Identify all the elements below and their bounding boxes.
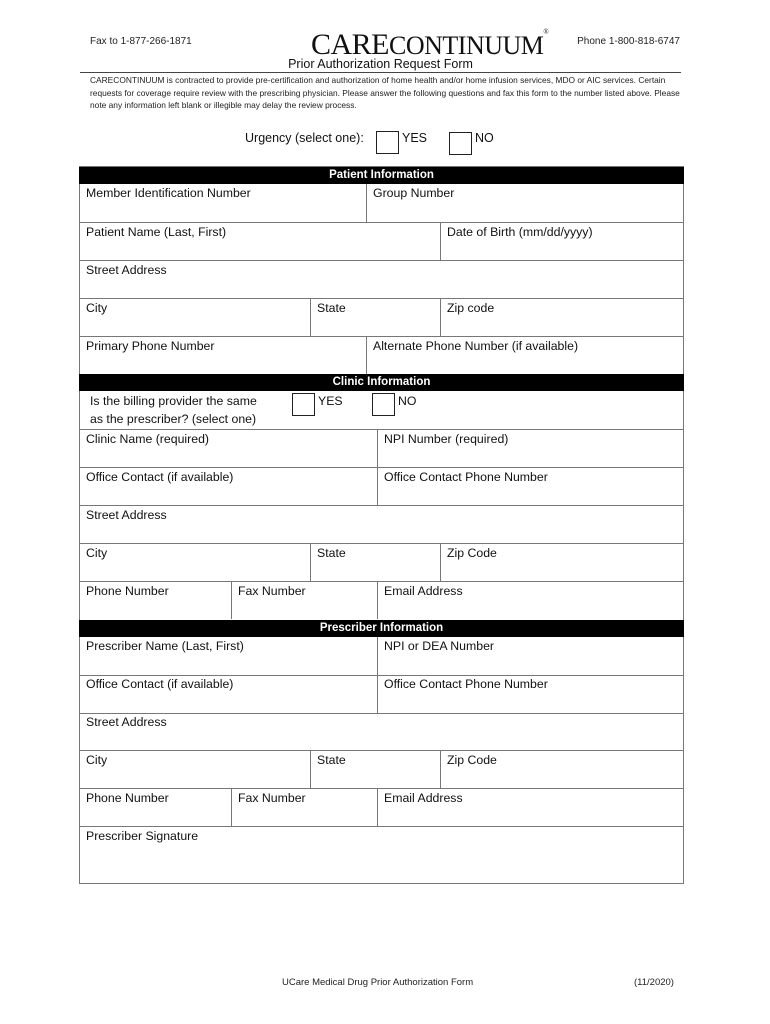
- prescriber-name-field[interactable]: Prescriber Name (Last, First): [86, 639, 244, 653]
- prescriber-state-field[interactable]: State: [317, 753, 346, 767]
- divider: [79, 222, 684, 223]
- prescriber-phone-field[interactable]: Phone Number: [86, 791, 169, 805]
- divider: [79, 788, 684, 789]
- dob-field[interactable]: Date of Birth (mm/dd/yyyy): [447, 225, 593, 239]
- prescriber-office-contact-field[interactable]: Office Contact (if available): [86, 677, 234, 691]
- prescriber-zip-field[interactable]: Zip Code: [447, 753, 497, 767]
- footer-title: UCare Medical Drug Prior Authorization Form: [282, 977, 474, 988]
- group-number-field[interactable]: Group Number: [373, 186, 455, 200]
- divider: [366, 184, 367, 222]
- divider: [310, 298, 311, 336]
- divider: [440, 298, 441, 336]
- divider: [79, 581, 684, 582]
- phone-number: Phone 1-800-818-6747: [577, 36, 680, 47]
- clinic-phone-field[interactable]: Phone Number: [86, 584, 169, 598]
- divider: [79, 260, 684, 261]
- prescriber-info-heading: Prescriber Information: [79, 620, 684, 637]
- clinic-email-field[interactable]: Email Address: [384, 584, 463, 598]
- divider: [440, 750, 441, 788]
- divider: [377, 429, 378, 467]
- footer-date: (11/2020): [634, 977, 674, 988]
- form-table: [79, 166, 684, 884]
- divider: [79, 826, 684, 827]
- primary-phone-field[interactable]: Primary Phone Number: [86, 339, 215, 353]
- divider: [377, 467, 378, 505]
- patient-state-field[interactable]: State: [317, 301, 346, 315]
- divider: [231, 581, 232, 619]
- divider: [377, 675, 378, 713]
- prescriber-city-field[interactable]: City: [86, 753, 108, 767]
- alternate-phone-field[interactable]: Alternate Phone Number (if available): [373, 339, 579, 353]
- patient-street-field[interactable]: Street Address: [86, 263, 167, 277]
- divider: [377, 788, 378, 826]
- prescriber-signature-field[interactable]: Prescriber Signature: [86, 829, 199, 843]
- patient-info-heading: Patient Information: [79, 167, 684, 184]
- clinic-office-contact-field[interactable]: Office Contact (if available): [86, 470, 234, 484]
- prescriber-npi-dea-field[interactable]: NPI or DEA Number: [384, 639, 495, 653]
- intro-text: CARECONTINUUM is contracted to provide pre-certification and authorization of home health and/or home infusion services, MDO or AIC services. Certain requests for coverage require review with the prescribing physician. Please answer the following questions and fax this form to the number listed above. Please note any information left blank or illegible may delay the review process.: [90, 75, 680, 110]
- divider: [377, 637, 378, 675]
- billing-yes-checkbox[interactable]: [292, 393, 315, 416]
- divider: [79, 713, 684, 714]
- urgency-yes-label: YES: [402, 131, 428, 145]
- divider: [440, 543, 441, 581]
- urgency-label: Urgency (select one):: [245, 131, 364, 145]
- urgency-no-label: NO: [475, 131, 494, 145]
- member-id-field[interactable]: Member Identification Number: [86, 186, 251, 200]
- billing-yes-label: YES: [318, 394, 343, 408]
- patient-city-field[interactable]: City: [86, 301, 108, 315]
- divider: [79, 467, 684, 468]
- billing-no-checkbox[interactable]: [372, 393, 395, 416]
- clinic-npi-field[interactable]: NPI Number (required): [384, 432, 509, 446]
- divider: [310, 750, 311, 788]
- divider: [79, 675, 684, 676]
- form-title: Prior Authorization Request Form: [288, 57, 473, 71]
- divider: [79, 543, 684, 544]
- prescriber-office-phone-field[interactable]: Office Contact Phone Number: [384, 677, 548, 691]
- divider: [79, 750, 684, 751]
- divider: [231, 788, 232, 826]
- prescriber-street-field[interactable]: Street Address: [86, 715, 167, 729]
- clinic-name-field[interactable]: Clinic Name (required): [86, 432, 210, 446]
- divider: [366, 336, 367, 374]
- divider: [310, 543, 311, 581]
- billing-no-label: NO: [398, 394, 417, 408]
- clinic-fax-field[interactable]: Fax Number: [238, 584, 306, 598]
- clinic-info-heading: Clinic Information: [79, 374, 684, 391]
- prescriber-email-field[interactable]: Email Address: [384, 791, 463, 805]
- urgency-no-checkbox[interactable]: [449, 132, 472, 155]
- billing-question-line2: as the prescriber? (select one): [90, 412, 257, 426]
- divider: [79, 298, 684, 299]
- divider: [440, 222, 441, 260]
- clinic-office-phone-field[interactable]: Office Contact Phone Number: [384, 470, 548, 484]
- patient-name-field[interactable]: Patient Name (Last, First): [86, 225, 227, 239]
- patient-zip-field[interactable]: Zip code: [447, 301, 495, 315]
- divider: [79, 505, 684, 506]
- clinic-city-field[interactable]: City: [86, 546, 108, 560]
- carecontinuum-logo: CARECONTINUUM®: [311, 28, 549, 61]
- billing-question-line1: Is the billing provider the same: [90, 394, 257, 408]
- prescriber-fax-field[interactable]: Fax Number: [238, 791, 306, 805]
- title-divider: [80, 72, 681, 73]
- clinic-state-field[interactable]: State: [317, 546, 346, 560]
- clinic-street-field[interactable]: Street Address: [86, 508, 167, 522]
- divider: [79, 336, 684, 337]
- fax-number: Fax to 1-877-266-1871: [90, 36, 192, 47]
- clinic-zip-field[interactable]: Zip Code: [447, 546, 497, 560]
- divider: [377, 581, 378, 619]
- divider: [79, 429, 684, 430]
- urgency-yes-checkbox[interactable]: [376, 131, 399, 154]
